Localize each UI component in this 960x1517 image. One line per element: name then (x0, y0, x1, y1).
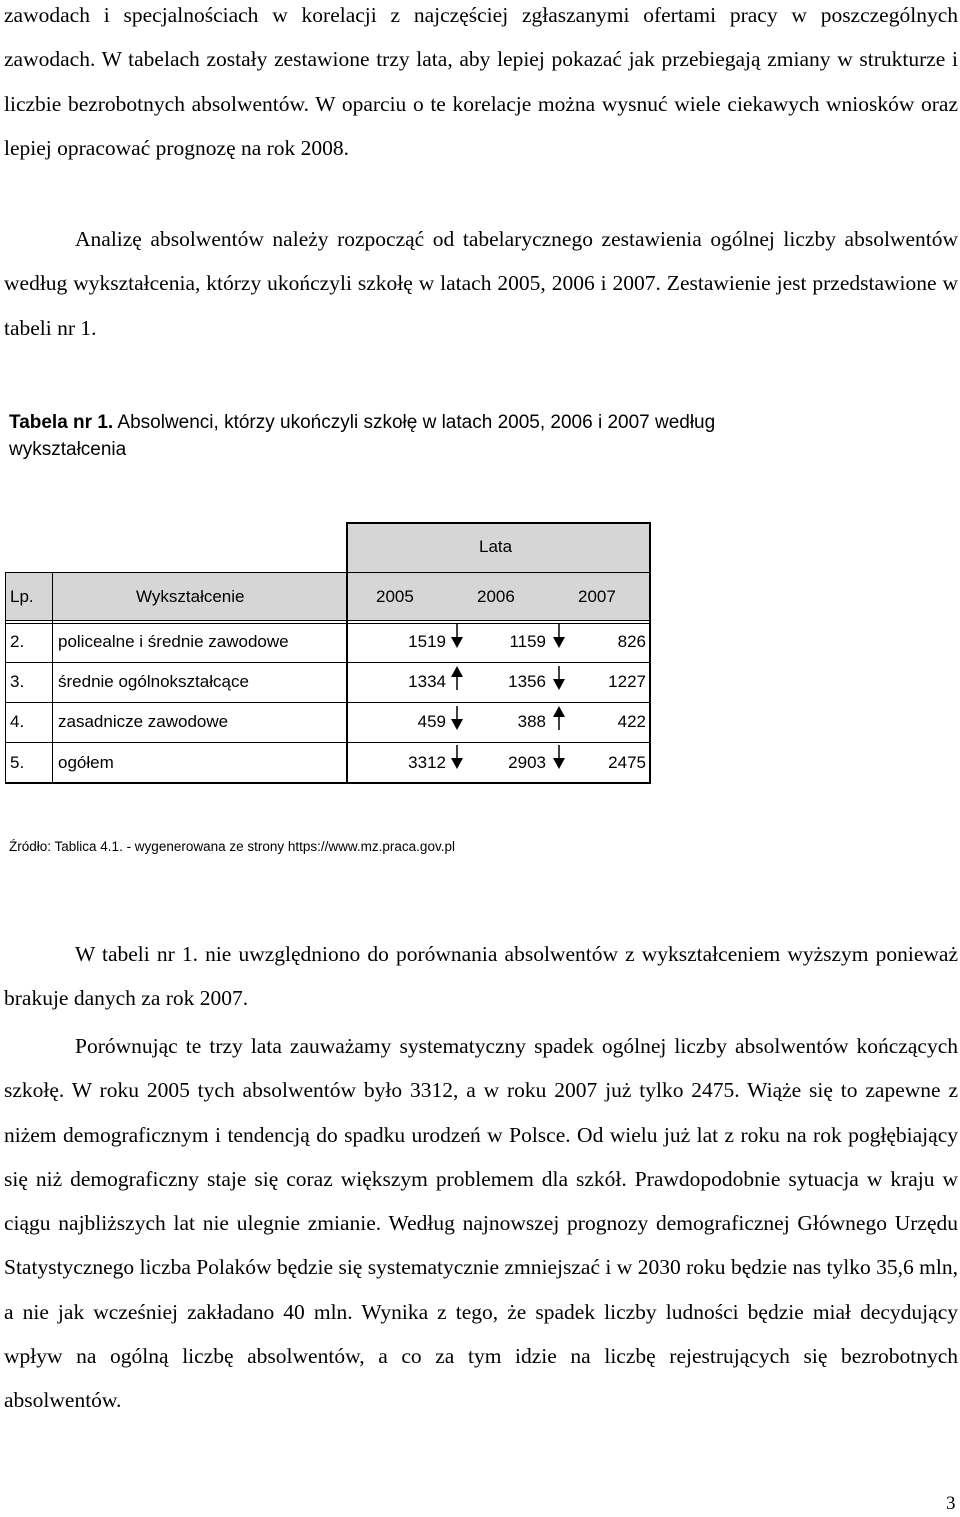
paragraph-conclusion: Porównując te trzy lata zauważamy systematyczny spadek ogólnej liczby absolwentów kończących szkołę. W roku 2005 tych absolwentów było 3312, a w roku 2007 już tylko 2475. Wiąże się to zapewne z niżem demograficznym i tendencją do spadku urodzeń w Polsce. Od wielu już lat z roku na rok pogłębiający się niż demograficzny staje się coraz większym problemem dla szkół. Prawdopodobnie sytuacja w kraju w ciągu najbliższych lat nie ulegnie zmianie. Według najnowszej prognozy demograficznej Głównego Urzędu Statystycznego liczba Polaków będzie się systematycznie zmniejszać i w 2030 roku będzie nas tylko 35,6 mln, a nie jak wcześniej zakładano 40 mln. Wynika z tego, że spadek liczby ludności będzie miał decydujący wpływ na ogólną liczbę absolwentów, a co za tym idzie na liczbę rejestrujących się bezrobotnych absolwentów. (4, 1034, 958, 1413)
table-header-row (5, 572, 650, 621)
table-row-2006: 1356 (508, 672, 546, 691)
table-row-2007: 826 (617, 632, 646, 651)
table-caption-text: Absolwenci, którzy ukończyli szkołę w latach 2005, 2006 i 2007 według wykształcenia (9, 412, 716, 460)
table-row-2007: 1227 (608, 672, 646, 691)
table-row-2006: 1159 (509, 632, 546, 651)
column-header-education: Wykształcenie (136, 587, 245, 606)
table-row-2005: 3312 (408, 753, 446, 772)
table-row-lp: 5. (10, 753, 25, 772)
paragraph-note: W tabeli nr 1. nie uwzględniono do porównania absolwentów z wykształceniem wyższym ponieważ brakuje danych za rok 2007. (4, 942, 958, 1011)
trend-arrow-icon (450, 666, 464, 690)
table-group-header: Lata (479, 537, 513, 556)
table-caption-label: Tabela nr 1. (9, 412, 114, 433)
page-number: 3 (946, 1493, 956, 1514)
table-row-lp: 3. (10, 672, 25, 691)
table-row-2006: 2903 (508, 753, 546, 772)
trend-arrow-icon (450, 745, 464, 769)
table-row-education: policealne i średnie zawodowe (58, 632, 289, 651)
trend-arrow-icon (450, 706, 464, 730)
column-header-2006: 2006 (477, 587, 515, 606)
trend-arrow-icon (552, 706, 566, 730)
trend-arrow-icon (450, 624, 464, 648)
table-row-2007: 2475 (608, 753, 646, 772)
column-header-lp: Lp. (10, 587, 34, 606)
trend-arrow-icon (552, 745, 566, 769)
table-row-2005: 459 (417, 712, 446, 731)
table-caption (9, 409, 809, 463)
table-row-2005: 1334 (408, 672, 446, 691)
paragraph-analysis: Analizę absolwentów należy rozpocząć od tabelarycznego zestawienia ogólnej liczby absolwentów według wykształcenia, którzy ukończyli szkołę w latach 2005, 2006 i 2007. Zestawienie jest przedstawione w tabeli nr 1. (4, 227, 958, 340)
table-row-education: zasadnicze zawodowe (58, 712, 229, 731)
table-row-lp: 2. (10, 632, 25, 651)
table-row-2007: 422 (617, 712, 646, 731)
trend-arrow-icon (552, 624, 566, 648)
table-row-2006: 388 (517, 712, 546, 731)
table-row-2005: 1519 (408, 632, 446, 651)
table-source-note: Źródło: Tablica 4.1. - wygenerowana ze strony https://www.mz.praca.gov.pl (9, 839, 455, 854)
table-row-education: ogółem (58, 753, 114, 772)
column-header-2005: 2005 (376, 587, 414, 606)
paragraph-intro: zawodach i specjalnościach w korelacji z najczęściej zgłaszanymi ofertami pracy w poszczególnych zawodach. W tabelach zostały zestawione trzy lata, aby lepiej pokazać jak przebiegają zmiany w strukturze i liczbie bezrobotnych absolwentów. W oparciu o te korelacje można wysnuć wiele ciekawych wniosków oraz lepiej opracować prognozę na rok 2008. (4, 3, 958, 160)
table-row-lp: 4. (10, 712, 25, 731)
table-row-education: średnie ogólnokształcące (58, 672, 249, 691)
trend-arrow-icon (552, 666, 566, 690)
column-header-2007: 2007 (578, 587, 616, 606)
